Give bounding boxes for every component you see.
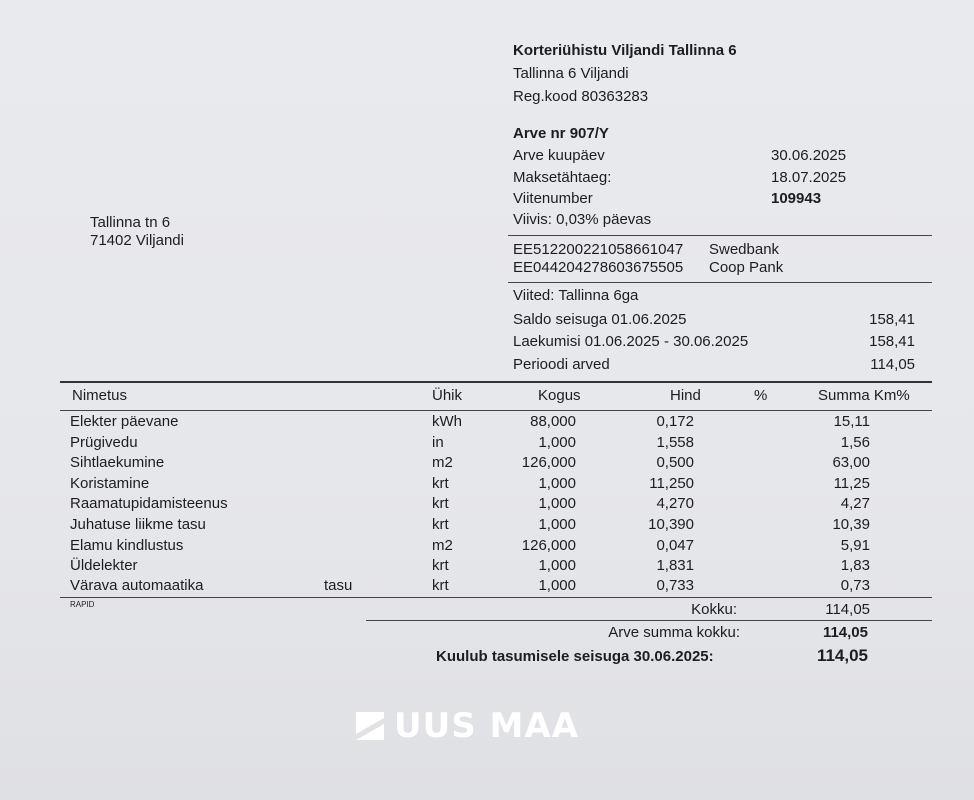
recipient-street: Tallinna tn 6 — [90, 214, 171, 231]
balance-label: Laekumisi 01.06.2025 - 30.06.2025 — [513, 333, 749, 350]
col-header-qty: Kogus — [538, 387, 581, 404]
balance-value: 158,41 — [869, 311, 915, 328]
invoice-number: Arve nr 907/Y — [513, 125, 609, 142]
item-price: 1,831 — [656, 557, 694, 574]
invoice-penalty: Viivis: 0,03% päevas — [513, 211, 652, 228]
item-sum: 10,39 — [832, 516, 870, 533]
table-header-row — [0, 387, 974, 407]
balance-value: 158,41 — [869, 333, 915, 350]
item-unit: krt — [432, 495, 449, 512]
item-qty: 126,000 — [521, 537, 576, 554]
item-sum: 11,25 — [833, 475, 870, 492]
item-unit: m2 — [432, 537, 453, 554]
item-name: Värava automaatika — [70, 577, 204, 594]
recipient-city: 71402 Viljandi — [90, 232, 184, 249]
col-header-price: Hind — [670, 387, 701, 404]
item-name: Sihtlaekumine — [70, 454, 165, 471]
company-name: Korteriühistu Viljandi Tallinna 6 — [513, 42, 737, 59]
arve-summa-value: 114,05 — [822, 624, 868, 641]
kokku-value: 114,05 — [825, 601, 870, 618]
uus-maa-logo — [356, 706, 579, 746]
table-row — [0, 557, 974, 577]
table-header-rule — [60, 410, 932, 411]
balance-label: Saldo seisuga 01.06.2025 — [513, 311, 687, 328]
item-unit: krt — [432, 516, 449, 533]
item-qty: 88,000 — [530, 413, 576, 430]
bank-name: Swedbank — [709, 241, 780, 258]
kuulub-label: Kuulub tasumisele seisuga 30.06.2025: — [436, 648, 714, 665]
uus-maa-logo-mark-icon — [356, 712, 384, 740]
item-name: Üldelekter — [70, 557, 138, 574]
item-price: 11,250 — [649, 475, 694, 492]
logo-text: UUS MAA — [394, 706, 580, 746]
table-top-rule — [60, 381, 932, 383]
item-qty: 1,000 — [538, 495, 576, 512]
item-sum: 4,27 — [840, 495, 870, 512]
table-row — [0, 434, 974, 454]
item-sum: 5,91 — [840, 537, 870, 554]
company-reg-code: Reg.kood 80363283 — [513, 88, 649, 105]
company-address: Tallinna 6 Viljandi — [513, 65, 629, 82]
col-header-unit: Ühik — [432, 387, 463, 404]
invoice-due-value: 18.07.2025 — [771, 169, 847, 186]
col-header-name: Nimetus — [72, 387, 128, 404]
bank-iban: EE044204278603675505 — [513, 259, 684, 276]
invoice-due-label: Maksetähtaeg: — [513, 169, 612, 186]
item-name-suffix: tasu — [324, 577, 353, 594]
item-qty: 1,000 — [538, 557, 576, 574]
rapid-label: RAPID — [70, 600, 95, 609]
item-unit: krt — [432, 577, 449, 594]
item-price: 0,733 — [656, 577, 694, 594]
divider — [508, 235, 932, 236]
item-sum: 63,00 — [832, 454, 870, 471]
col-header-percent: % — [754, 387, 768, 404]
item-name: Raamatupidamisteenus — [70, 495, 228, 512]
item-unit: m2 — [432, 454, 453, 471]
item-price: 0,047 — [656, 537, 694, 554]
item-qty: 1,000 — [538, 475, 576, 492]
item-qty: 1,000 — [538, 577, 576, 594]
invoice-date-label: Arve kuupäev — [513, 147, 605, 164]
table-row — [0, 413, 974, 433]
bank-name: Coop Pank — [709, 259, 784, 276]
col-header-sum: Summa Km% — [818, 387, 910, 404]
table-row — [0, 495, 974, 515]
item-unit: kWh — [432, 413, 462, 430]
item-unit: krt — [432, 475, 449, 492]
item-price: 4,270 — [656, 495, 694, 512]
item-name: Elamu kindlustus — [70, 537, 184, 554]
table-row — [0, 537, 974, 557]
invoice-ref-label: Viitenumber — [513, 190, 593, 207]
viited-text: Viited: Tallinna 6ga — [513, 287, 639, 304]
totals-rule — [366, 620, 932, 621]
item-qty: 1,000 — [538, 516, 576, 533]
divider — [508, 282, 932, 283]
item-price: 0,500 — [656, 454, 694, 471]
item-sum: 1,56 — [840, 434, 870, 451]
item-name: Koristamine — [70, 475, 150, 492]
table-row — [0, 475, 974, 495]
item-sum: 1,83 — [840, 557, 870, 574]
item-sum: 15,11 — [833, 413, 870, 430]
kokku-label: Kokku: — [691, 601, 737, 618]
item-name: Prügivedu — [70, 434, 138, 451]
bank-iban: EE512200221058661047 — [513, 241, 684, 258]
item-price: 1,558 — [656, 434, 694, 451]
item-unit: krt — [432, 557, 449, 574]
invoice-ref-value: 109943 — [771, 190, 822, 207]
item-sum: 0,73 — [840, 577, 870, 594]
balance-value: 114,05 — [870, 356, 915, 373]
item-price: 10,390 — [648, 516, 694, 533]
arve-summa-label: Arve summa kokku: — [608, 624, 740, 641]
table-row — [0, 454, 974, 474]
table-bottom-rule — [60, 597, 932, 598]
table-row — [0, 577, 974, 597]
invoice-date-value: 30.06.2025 — [771, 147, 847, 164]
item-unit: in — [432, 434, 444, 451]
item-qty: 126,000 — [521, 454, 576, 471]
item-name: Elekter päevane — [70, 413, 179, 430]
item-qty: 1,000 — [538, 434, 576, 451]
kuulub-value: 114,05 — [816, 646, 868, 665]
item-price: 0,172 — [656, 413, 694, 430]
table-row — [0, 516, 974, 536]
balance-label: Perioodi arved — [513, 356, 610, 373]
item-name: Juhatuse liikme tasu — [70, 516, 206, 533]
